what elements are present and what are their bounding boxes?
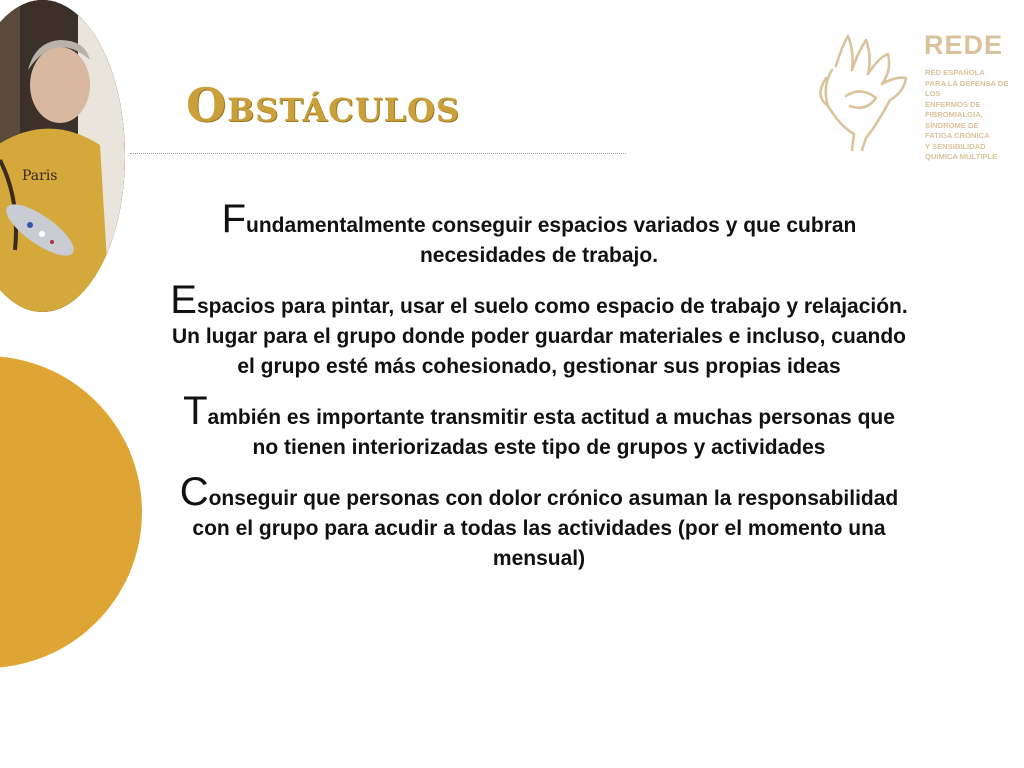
photo-woman-painting xyxy=(0,0,125,312)
paragraph-text: spacios para pintar, usar el suelo como espacio de trabajo y relajación. Un lugar para el grupo donde poder guardar materiales e incluso, cuando el grupo esté más cohesionado, gestionar sus propias ideas xyxy=(172,295,908,378)
logo-subtitle-line: PARA LA DEFENSA DE LOS xyxy=(925,78,1009,98)
svg-text:Paris: Paris xyxy=(22,168,58,184)
paragraph-transmitir-actitud xyxy=(168,389,910,463)
logo-subtitle-line: ENFERMOS DE xyxy=(925,99,981,109)
logo-subtitle-line: RED ESPAÑOLA xyxy=(925,68,985,77)
rede-logo xyxy=(806,20,1021,160)
paragraph-text: undamentalmente conseguir espacios variados y que cubran necesidades de trabajo. xyxy=(246,214,857,267)
logo-subtitle-line: Y SENSIBILIDAD xyxy=(925,141,986,151)
paragraph-initial: F xyxy=(221,197,247,241)
paragraph-text: onseguir que personas con dolor crónico asuman la responsabilidad con el grupo para acudir a todas las actividades (por el momento una mensual) xyxy=(192,487,899,570)
paragraph-text: ambién es importante transmitir esta actitud a muchas personas que no tienen interiorizadas este tipo de grupos y actividades xyxy=(207,406,895,459)
paragraph-initial: C xyxy=(179,470,209,514)
logo-subtitle-line: FATIGA CRÓNICA xyxy=(925,131,990,140)
slide-body xyxy=(168,197,910,588)
logo-subtitle-line: SÍNDROME DE xyxy=(925,120,979,130)
slide-title: Obstáculos xyxy=(186,78,460,132)
logo-subtitle-line: FIBROMIALGIA, xyxy=(925,110,983,119)
logo-subtitle-line: QUÍMICA MÚLTIPLE xyxy=(925,152,998,161)
decorative-gold-circle xyxy=(0,356,142,668)
paragraph-initial: E xyxy=(170,278,197,322)
logo-brand-name: REDE xyxy=(924,30,1004,60)
title-divider xyxy=(130,153,626,154)
logo-subtitle xyxy=(925,68,1024,163)
paragraph-espacios-variados xyxy=(168,197,910,271)
paragraph-dolor-cronico xyxy=(168,470,910,574)
hand-logo-icon xyxy=(806,26,918,156)
photo-illustration xyxy=(0,0,125,312)
paragraph-espacios-pintar xyxy=(168,278,910,382)
paragraph-initial: T xyxy=(183,389,208,433)
